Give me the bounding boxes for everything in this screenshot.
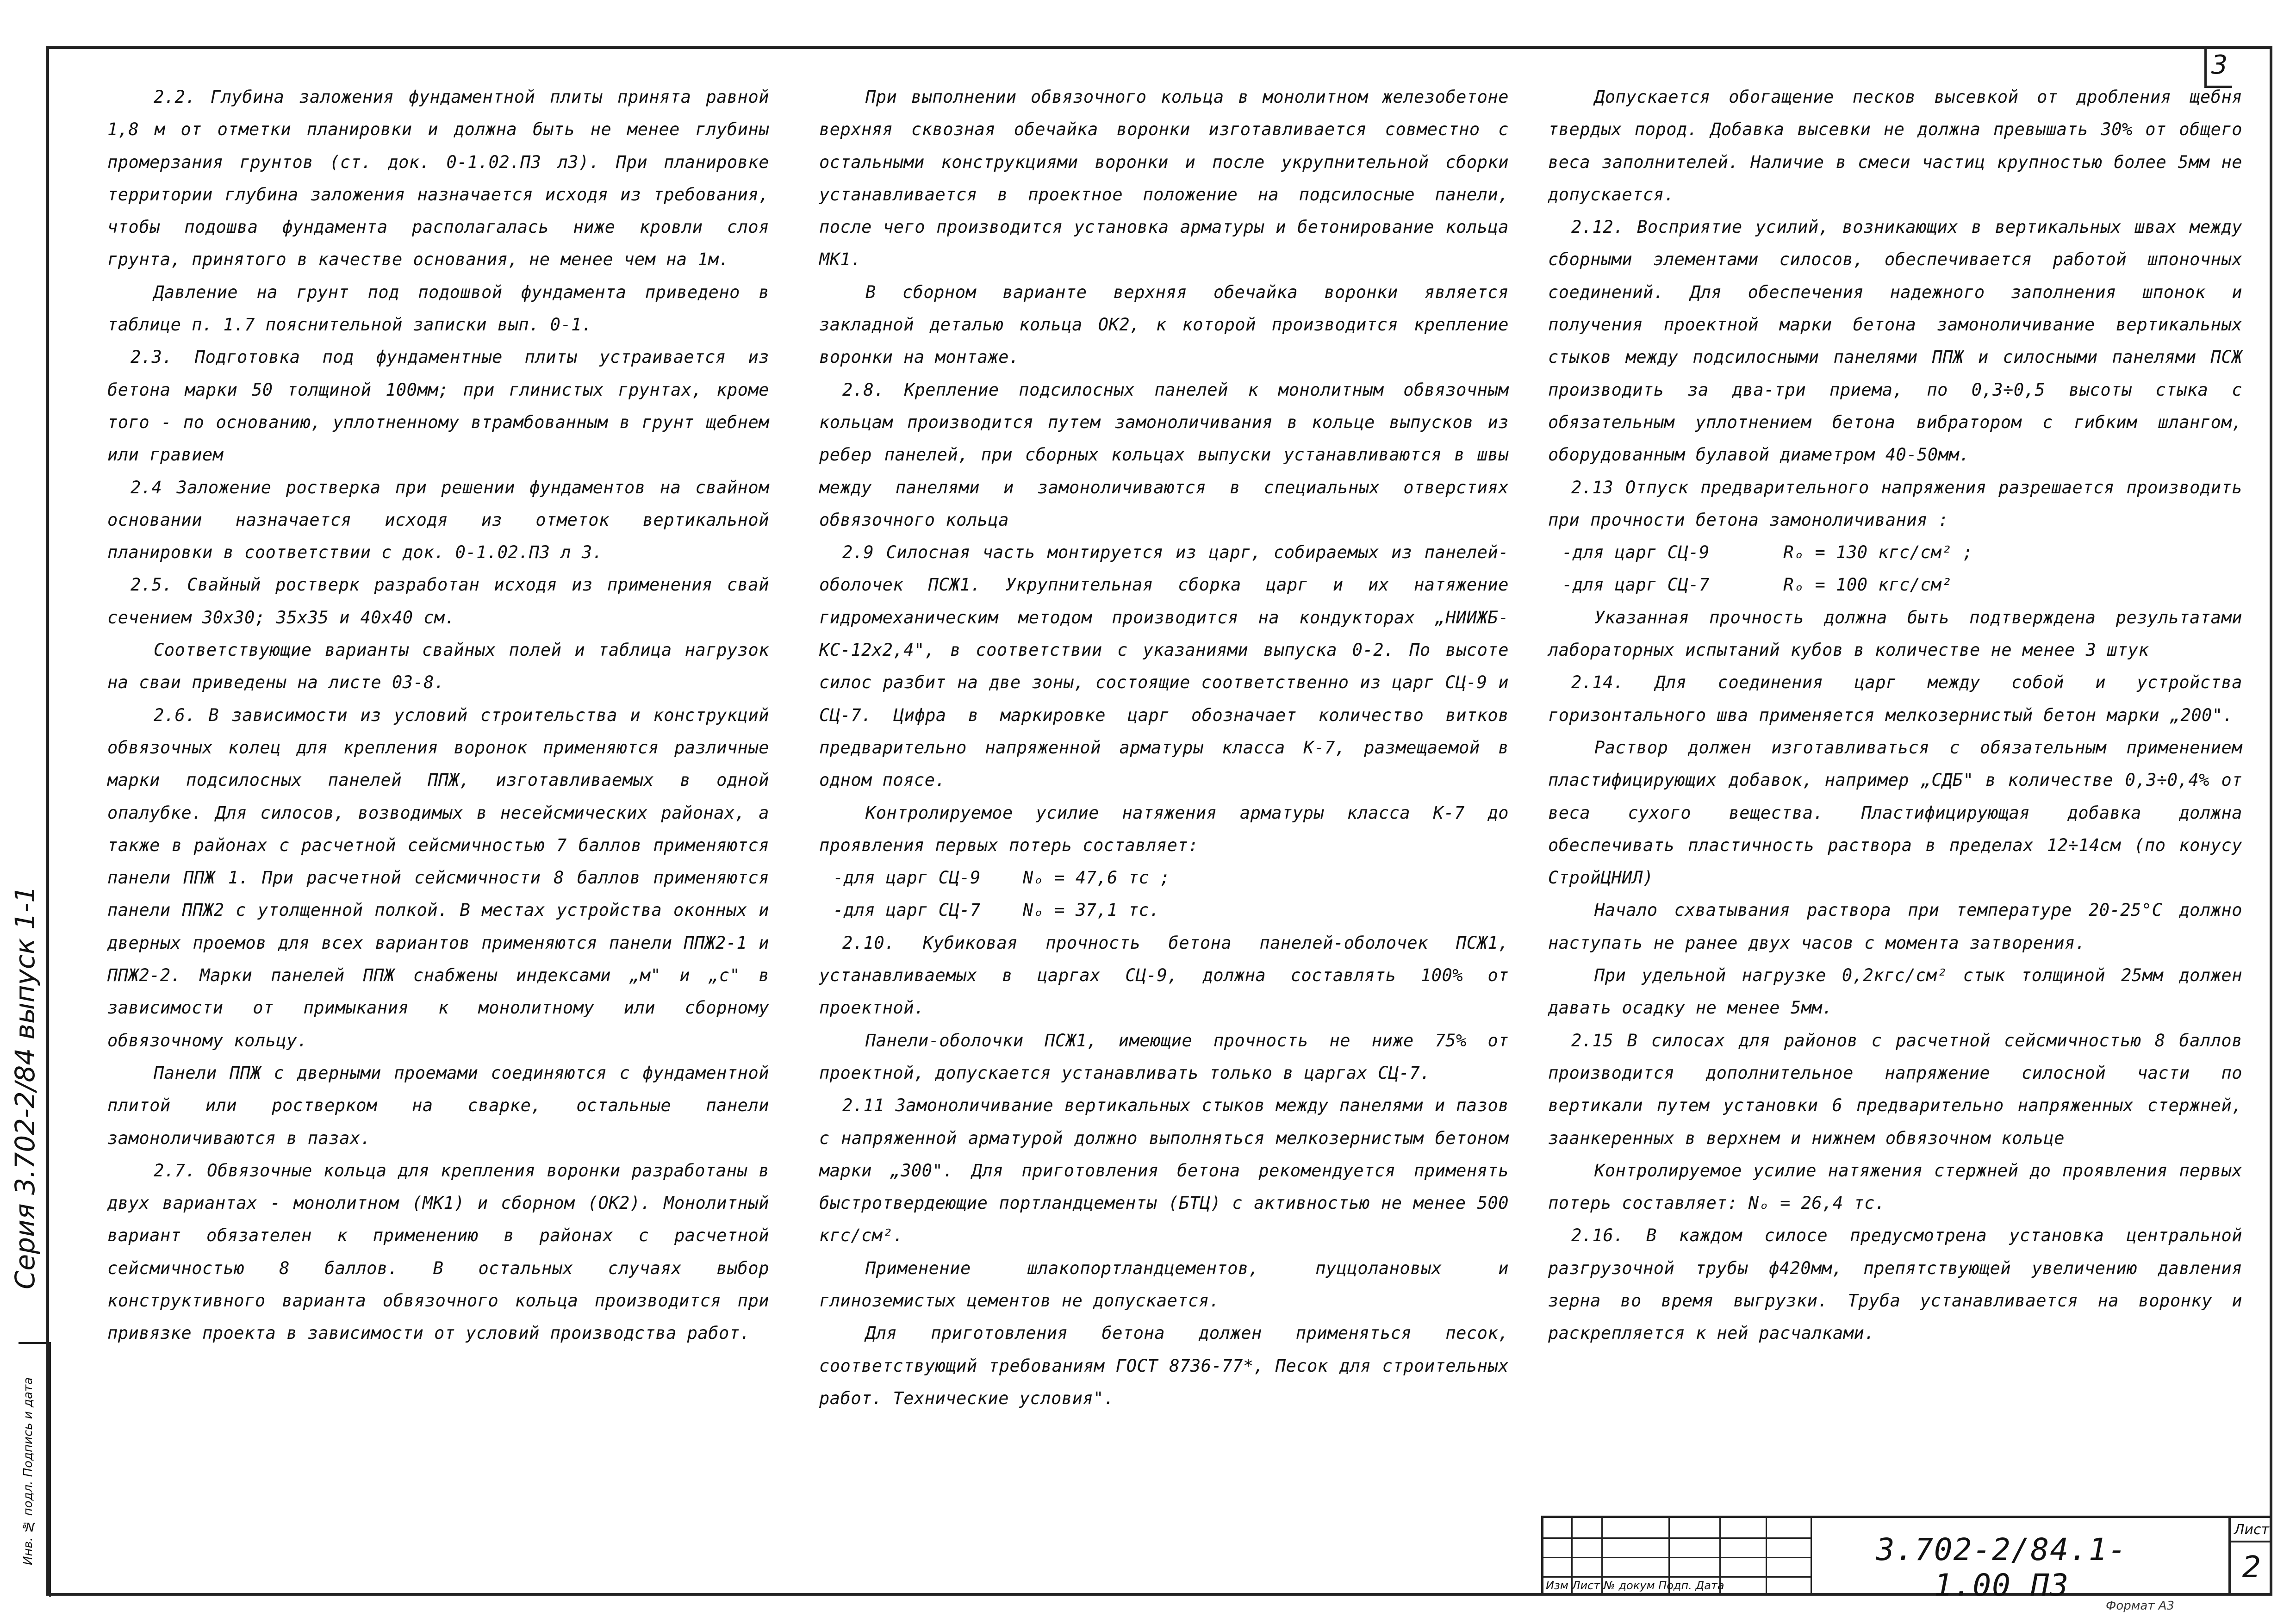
formula-line: -для царг СЦ-9 Rₒ = 130 кгс/см² ; bbox=[1562, 542, 1973, 563]
paragraph: Раствор должен изготавливаться с обязательным применением пластифицирующих добавок, например „СДБ" в количестве 0,3÷0,4% от веса сухого вещества. Пластифицирующая добавка должна обеспечивать пластичность раствора в пределах 12÷14см (по конусу СтройЦНИЛ) bbox=[1548, 737, 2242, 888]
signature-stamp-label: Инв. № подл. Подпись и дата bbox=[21, 1377, 35, 1565]
paragraph: 2.6. В зависимости из условий строительства и конструкций обвязочных колец для крепления воронок применяются различные марки подсилосных панелей ППЖ, изготавливаемых в одной опалубке. Для силосов, возводимых в несейсмических районах, а также в районах с расчетной сейсмичностью 7 баллов применяются панели ППЖ 1. При расчетной сейсмичности 8 баллов применяются панели ППЖ2 с утолщенной полкой. В местах устройства оконных и дверных проемов для всех вариантов применяются панели ППЖ2-1 и ППЖ2-2. Марки панелей ППЖ снабжены индексами „м" и „с" в зависимости от примыкания к монолитному или сборному обвязочному кольцу. bbox=[107, 705, 769, 1051]
paragraph: 2.8. Крепление подсилосных панелей к монолитным обвязочным кольцам производится путем замоноличивания в кольце выпусков из ребер панелей, при сборных кольцах выпуски устанавливаются в швы между панелями и замоноличиваются в специальных отверстиях обвязочного кольца bbox=[819, 379, 1509, 530]
paragraph: 2.10. Кубиковая прочность бетона панелей-оболочек ПСЖ1, устанавливаемых в царгах СЦ-9, должна составлять 100% от проектной. bbox=[819, 933, 1509, 1018]
paragraph: Контролируемое усилие натяжения арматуры класса К-7 до проявления первых потерь составляет: bbox=[819, 802, 1509, 855]
paragraph: 2.15 В силосах для районов с расчетной сейсмичностью 8 баллов производится дополнительное напряжение силосной части по вертикали путем установки 6 предварительно напряженных стержней, заанкеренных в верхнем и нижнем обвязочном кольце bbox=[1548, 1030, 2242, 1148]
title-block bbox=[1541, 1516, 2272, 1603]
paragraph: В сборном варианте верхняя обечайка воронки является закладной деталью кольца ОК2, к которой производится крепление воронки на монтаже. bbox=[819, 282, 1509, 367]
sheet-corner-number: 3 bbox=[2204, 46, 2232, 88]
format-note: Формат А3 bbox=[2106, 1599, 2175, 1613]
paragraph: Допускается обогащение песков высевкой от дробления щебня твердых пород. Добавка высевки не должна превышать 30% от общего веса заполнителей. Наличие в смеси частиц крупностью более 5мм не допускается. bbox=[1548, 87, 2242, 205]
text-column-1 bbox=[107, 81, 769, 1350]
grid-line bbox=[1543, 1557, 1812, 1558]
text-column-3 bbox=[1548, 81, 2242, 1350]
paragraph: 2.4 Заложение ростверка при решении фундаментов на свайном основании назначается исходя из отметок вертикальной планировки в соответствии с док. 0-1.02.ПЗ л 3. bbox=[107, 477, 769, 563]
paragraph: 2.11 Замоноличивание вертикальных стыков между панелями и пазов с напряженной арматурой должно выполняться мелкозернистым бетоном марки „300". Для приготовления бетона рекомендуется применять быстротвердеющие портландцементы (БТЦ) с активностью не менее 500 кгс/см². bbox=[819, 1095, 1509, 1246]
paragraph: Давление на грунт под подошвой фундамента приведено в таблице п. 1.7 пояснительной записки вып. 0-1. bbox=[107, 282, 769, 335]
paragraph: 2.14. Для соединения царг между собой и устройства горизонтального шва применяется мелкозернистый бетон марки „200". bbox=[1548, 672, 2242, 725]
paragraph: Соответствующие варианты свайных полей и таблица нагрузок на сваи приведены на листе 03-8. bbox=[107, 640, 769, 693]
title-block-grid bbox=[1543, 1518, 1812, 1596]
formula-line: -для царг СЦ-7 Nₒ = 37,1 тс. bbox=[833, 900, 1160, 920]
paragraph: 2.5. Свайный ростверк разработан исходя из применения свай сечением 30х30; 35х35 и 40х40 см. bbox=[107, 575, 769, 628]
paragraph: 2.7. Обвязочные кольца для крепления воронки разработаны в двух вариантах - монолитном (МК1) и сборном (ОК2). Монолитный вариант обязателен к применению в районах с расчетной сейсмичностью 8 баллов. В остальных случаях выбор конструктивного варианта обвязочного кольца производится при привязке проекта в зависимости от условий производства работ. bbox=[107, 1160, 769, 1343]
paragraph: Начало схватывания раствора при температуре 20-25°С должно наступать не ранее двух часов с момента затворения. bbox=[1548, 900, 2242, 953]
text-column-2 bbox=[819, 81, 1509, 1415]
sheet-number: 2 bbox=[2242, 1550, 2261, 1585]
paragraph: Для приготовления бетона должен применяться песок, соответствующий требованиям ГОСТ 8736-77*, Песок для строительных работ. Технические условия". bbox=[819, 1323, 1509, 1408]
paragraph: Указанная прочность должна быть подтверждена результатами лабораторных испытаний кубов в количестве не менее 3 штук bbox=[1548, 607, 2242, 660]
formula-line: -для царг СЦ-9 Nₒ = 47,6 тс ; bbox=[833, 868, 1170, 888]
paragraph: Панели ППЖ с дверными проемами соединяются с фундаментной плитой или ростверком на сварке, остальные панели замоноличиваются в пазах. bbox=[107, 1063, 769, 1148]
formula-line: -для царг СЦ-7 Rₒ = 100 кгс/см² bbox=[1562, 575, 1952, 595]
paragraph: Панели-оболочки ПСЖ1, имеющие прочность не ниже 75% от проектной, допускается устанавливать только в царгах СЦ-7. bbox=[819, 1030, 1509, 1083]
paragraph: 2.3. Подготовка под фундаментные плиты устраивается из бетона марки 50 толщиной 100мм; при глинистых грунтах, кроме того - по основанию, уплотненному втрамбованным в грунт щебнем или гравием bbox=[107, 347, 769, 465]
grid-line bbox=[1543, 1537, 1812, 1539]
paragraph: 2.16. В каждом силосе предусмотрена установка центральной разгрузочной трубы ф420мм, препятствующей увеличению давления зерна во время выгрузки. Труба устанавливается на воронку и раскрепляется к ней расчалками. bbox=[1548, 1225, 2242, 1343]
paragraph: При удельной нагрузке 0,2кгс/см² стык толщиной 25мм должен давать осадку не менее 5мм. bbox=[1548, 965, 2242, 1018]
grid-line bbox=[1543, 1576, 1812, 1578]
paragraph: 2.2. Глубина заложения фундаментной плиты принята равной 1,8 м от отметки планировки и должна быть не менее глубины промерзания грунтов (ст. док. 0-1.02.ПЗ л3). При планировке территории глубина заложения назначается исходя из требования, чтобы подошва фундамента располагалась ниже кровли слоя грунта, принятого в качестве основания, не менее чем на 1м. bbox=[107, 87, 769, 270]
title-block-headers: Изм Лист № докум Подп. Дата bbox=[1546, 1579, 1724, 1592]
signature-stamp-box bbox=[19, 1342, 51, 1597]
sheet-label: Лист bbox=[2231, 1522, 2272, 1542]
paragraph: При выполнении обвязочного кольца в монолитном железобетоне верхняя сквозная обечайка воронки изготавливается совместно с остальными конструкциями воронки и после укрупнительной сборки устанавливается в проектное положение на подсилосные панели, после чего производится установка арматуры и бетонирование кольца МК1. bbox=[819, 87, 1509, 270]
paragraph: 2.12. Восприятие усилий, возникающих в вертикальных швах между сборными элементами силосов, обеспечивается работой шпоночных соединений. Для обеспечения надежного заполнения шпонок и получения проектной марки бетона замоноличивание вертикальных стыков между подсилосными панелями ППЖ и силосными панелями ПСЖ производить за два-три приема, по 0,3÷0,5 высоты стыка с обязательным уплотнением бетона вибратором с гибким шлангом, оборудованным булавой диаметром 40-50мм. bbox=[1548, 217, 2242, 465]
left-margin-strip bbox=[9, 833, 46, 1597]
sheet-cell bbox=[2228, 1518, 2272, 1596]
paragraph: 2.13 Отпуск предварительного напряжения разрешается производить при прочности бетона замоноличивания : bbox=[1548, 477, 2242, 530]
paragraph: Контролируемое усилие натяжения стержней до проявления первых потерь составляет: Nₒ = 26,4 тс. bbox=[1548, 1160, 2242, 1213]
paragraph: Применение шлакопортландцементов, пуццолановых и глиноземистых цементов не допускается. bbox=[819, 1258, 1509, 1311]
document-code: 3.702-2/84.1-1.00 ПЗ bbox=[1876, 1532, 2128, 1603]
series-label: Серия 3.702-2/84 выпуск 1-1 bbox=[9, 886, 41, 1289]
paragraph: 2.9 Силосная часть монтируется из царг, собираемых из панелей-оболочек ПСЖ1. Укрупнительная сборка царг и их натяжение гидромеханическим методом производится на кондукторах „НИИЖБ-КС-12х2,4", в соответствии с указаниями выпуска 0-2. По высоте силос разбит на две зоны, состоящие соответственно из царг СЦ-9 и СЦ-7. Цифра в маркировке царг обозначает количество витков предварительно напряженной арматуры класса К-7, размещаемой в одном поясе. bbox=[819, 542, 1509, 790]
